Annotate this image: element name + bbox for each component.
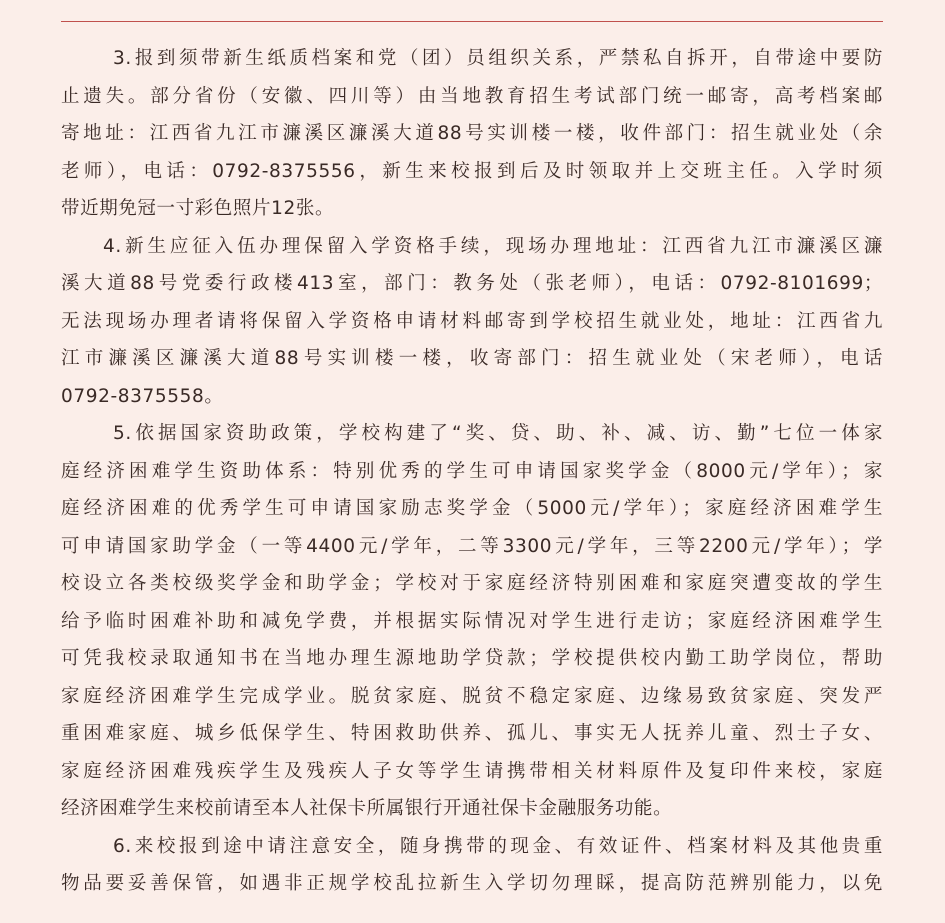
paragraph-item-3 — [61, 40, 883, 228]
paragraph-item-5 — [61, 415, 883, 828]
text-line: 校设立各类校级奖学金和助学金；学校对于家庭经济特别困难和家庭突遭变故的学生 — [61, 573, 883, 594]
document-body — [61, 40, 883, 903]
paragraph-item-4 — [61, 228, 883, 416]
text-line: 无法现场办理者请将保留入学资格申请材料邮寄到学校招生就业处，地址：江西省九 — [61, 310, 883, 332]
text-line: 5.依据国家资助政策，学校构建了“奖、贷、助、补、减、访、勤”七位一体家 — [113, 423, 883, 444]
text-line: 重困难家庭、城乡低保学生、特困救助供养、孤儿、事实无人抚养儿童、烈士子女、 — [61, 723, 883, 744]
text-line: 6.来校报到途中请注意安全，随身携带的现金、有效证件、档案材料及其他贵重 — [113, 835, 883, 857]
text-line: 0792-8375558。 — [61, 385, 224, 407]
text-line: 4.新生应征入伍办理保留入学资格手续，现场办理地址：江西省九江市濂溪区濂 — [103, 235, 883, 257]
text-line: 庭经济困难学生资助体系：特别优秀的学生可申请国家奖学金（8000元/学年）；家 — [61, 460, 883, 482]
text-line: 物品要妥善保管，如遇非正规学校乱拉新生入学切勿理睬，提高防范辨别能力，以免 — [61, 873, 883, 894]
text-line: 给予临时困难补助和减免学费，并根据实际情况对学生进行走访；家庭经济困难学生 — [61, 610, 883, 632]
text-line: 庭经济困难的优秀学生可申请国家励志奖学金（5000元/学年）；家庭经济困难学生 — [61, 498, 883, 519]
text-line: 溪大道88号党委行政楼413室，部门：教务处（张老师），电话：0792-8101699； — [61, 273, 883, 294]
paragraph-item-6 — [61, 828, 883, 903]
text-line: 家庭经济困难残疾学生及残疾人子女等学生请携带相关材料原件及复印件来校，家庭 — [61, 760, 883, 782]
text-line: 止遗失。部分省份（安徽、四川等）由当地教育招生考试部门统一邮寄，高考档案邮 — [61, 85, 883, 107]
text-line: 3.报到须带新生纸质档案和党（团）员组织关系，严禁私自拆开，自带途中要防 — [113, 48, 883, 69]
text-line: 可凭我校录取通知书在当地办理生源地助学贷款；学校提供校内勤工助学岗位，帮助 — [61, 648, 883, 669]
header-divider — [61, 21, 883, 22]
text-line: 可申请国家助学金（一等4400元/学年，二等3300元/学年，三等2200元/学年）；学 — [61, 535, 883, 557]
text-line: 寄地址：江西省九江市濂溪区濂溪大道88号实训楼一楼，收件部门：招生就业处（余 — [61, 123, 883, 144]
text-line: 家庭经济困难学生完成学业。脱贫家庭、脱贫不稳定家庭、边缘易致贫家庭、突发严 — [61, 685, 883, 707]
text-line: 带近期免冠一寸彩色照片12张。 — [61, 198, 335, 219]
text-line: 老师），电话：0792-8375556，新生来校报到后及时领取并上交班主任。入学时须 — [61, 160, 883, 182]
text-line: 经济困难学生来校前请至本人社保卡所属银行开通社保卡金融服务功能。 — [61, 798, 673, 819]
text-line: 江市濂溪区濂溪大道88号实训楼一楼，收寄部门：招生就业处（宋老师），电话 — [61, 348, 883, 369]
